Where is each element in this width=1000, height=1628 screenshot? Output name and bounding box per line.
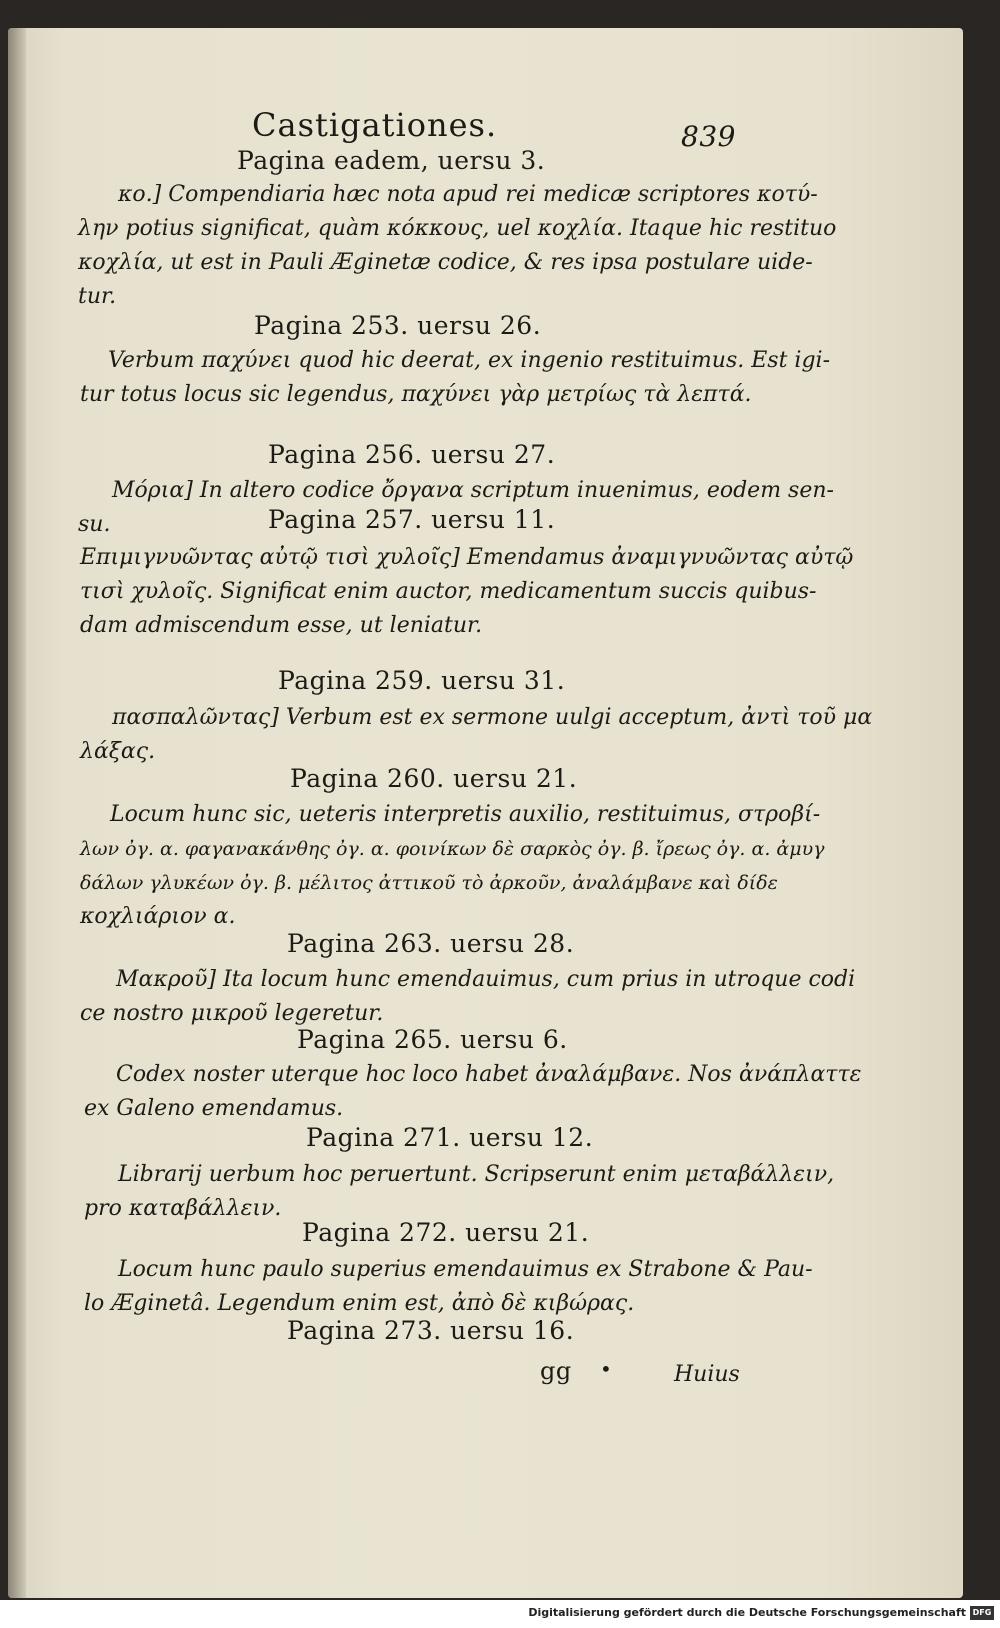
signature-mark: gg xyxy=(540,1357,572,1385)
text-line: λάξας. xyxy=(80,739,156,764)
text-line: pro καταβάλλειν. xyxy=(84,1196,282,1221)
text-line: πασπαλῶντας] Verbum est ex sermone uulgi acceptum, ἀντὶ τοῦ μα xyxy=(112,705,873,730)
text-line: κο.] Compendiaria hæc nota apud rei medicæ scriptores κοτύ- xyxy=(118,182,818,207)
text-line: τισὶ χυλοῖς. Significat enim auctor, medicamentum succis quibus- xyxy=(80,579,817,604)
text-line: Μόρια] In altero codice ὄργανα scriptum inuenimus, eodem sen- xyxy=(112,478,834,503)
text-line: Επιμιγνυῶντας αὐτῷ τισὶ χυλοῖς] Emendamus ἀναμιγνυῶντας αὐτῷ xyxy=(80,545,854,570)
section-heading: Pagina 253. uersu 26. xyxy=(254,311,542,340)
section-heading: Pagina 259. uersu 31. xyxy=(278,666,566,695)
text-line: λων ὀγ. α. φαγανακάνθης ὀγ. α. φοινίκων δὲ σαρκὸς ὀγ. β. ἴρεως ὀγ. α. ἀμυγ xyxy=(80,838,825,860)
text-line: Verbum παχύνει quod hic deerat, ex ingenio restituimus. Est igi- xyxy=(108,348,831,373)
text-line: κοχλία, ut est in Pauli Æginetæ codice, & res ipsa postulare uide- xyxy=(78,250,813,275)
page-number: 839 xyxy=(681,120,736,153)
section-heading: Pagina 265. uersu 6. xyxy=(297,1025,568,1054)
footer-bar xyxy=(0,1600,1000,1628)
running-title: Castigationes. xyxy=(252,106,498,144)
section-heading: Pagina 263. uersu 28. xyxy=(287,929,575,958)
text-line: δάλων γλυκέων ὀγ. β. μέλιτος ἀττικοῦ τὸ ἀρκοῦν, ἀναλάμβανε καὶ δίδε xyxy=(80,872,778,894)
section-heading: Pagina 271. uersu 12. xyxy=(306,1123,594,1152)
section-heading: Pagina 272. uersu 21. xyxy=(302,1218,590,1247)
text-line: ex Galeno emendamus. xyxy=(84,1096,344,1121)
text-line: κοχλιάριον α. xyxy=(80,904,236,929)
text-line: Μακροῦ] Ita locum hunc emendauimus, cum prius in utroque codi xyxy=(116,967,856,992)
text-line: λην potius significat, quàm κόκκους, uel κοχλία. Itaque hic restituo xyxy=(78,216,837,241)
section-heading: Pagina 273. uersu 16. xyxy=(287,1316,575,1345)
text-line: Locum hunc paulo superius emendauimus ex Strabone & Pau- xyxy=(118,1257,813,1282)
footer-credit: Digitalisierung gefördert durch die Deutsche Forschungsgemeinschaft xyxy=(528,1606,966,1619)
text-line: Codex noster uterque hoc loco habet ἀναλάμβανε. Nos ἀνάπλαττε xyxy=(116,1062,862,1087)
catchword: Huius xyxy=(674,1362,740,1387)
text-line: dam admiscendum esse, ut leniatur. xyxy=(80,613,483,638)
text-line: tur. xyxy=(78,284,117,309)
section-heading: Pagina 257. uersu 11. xyxy=(268,505,556,534)
text-line: Librarij uerbum hoc peruertunt. Scripserunt enim μεταβάλλειν, xyxy=(118,1162,835,1187)
signature-dot: • xyxy=(600,1357,613,1381)
dfg-logo: DFG xyxy=(970,1606,994,1620)
section-heading: Pagina 256. uersu 27. xyxy=(268,440,556,469)
section-heading: Pagina 260. uersu 21. xyxy=(290,764,578,793)
text-line: ce nostro μικροῦ legeretur. xyxy=(80,1001,384,1026)
text-line: su. xyxy=(78,512,111,537)
text-line: lo Æginetâ. Legendum enim est, ἀπὸ δὲ κιβώρας. xyxy=(84,1291,635,1316)
text-line: tur totus locus sic legendus, παχύνει γὰρ μετρίως τὰ λεπτά. xyxy=(80,382,752,407)
section-heading: Pagina eadem, uersu 3. xyxy=(237,146,546,175)
page-gutter-shadow xyxy=(8,28,26,1598)
text-line: Locum hunc sic, ueteris interpretis auxilio, restituimus, στροβί- xyxy=(110,802,821,827)
